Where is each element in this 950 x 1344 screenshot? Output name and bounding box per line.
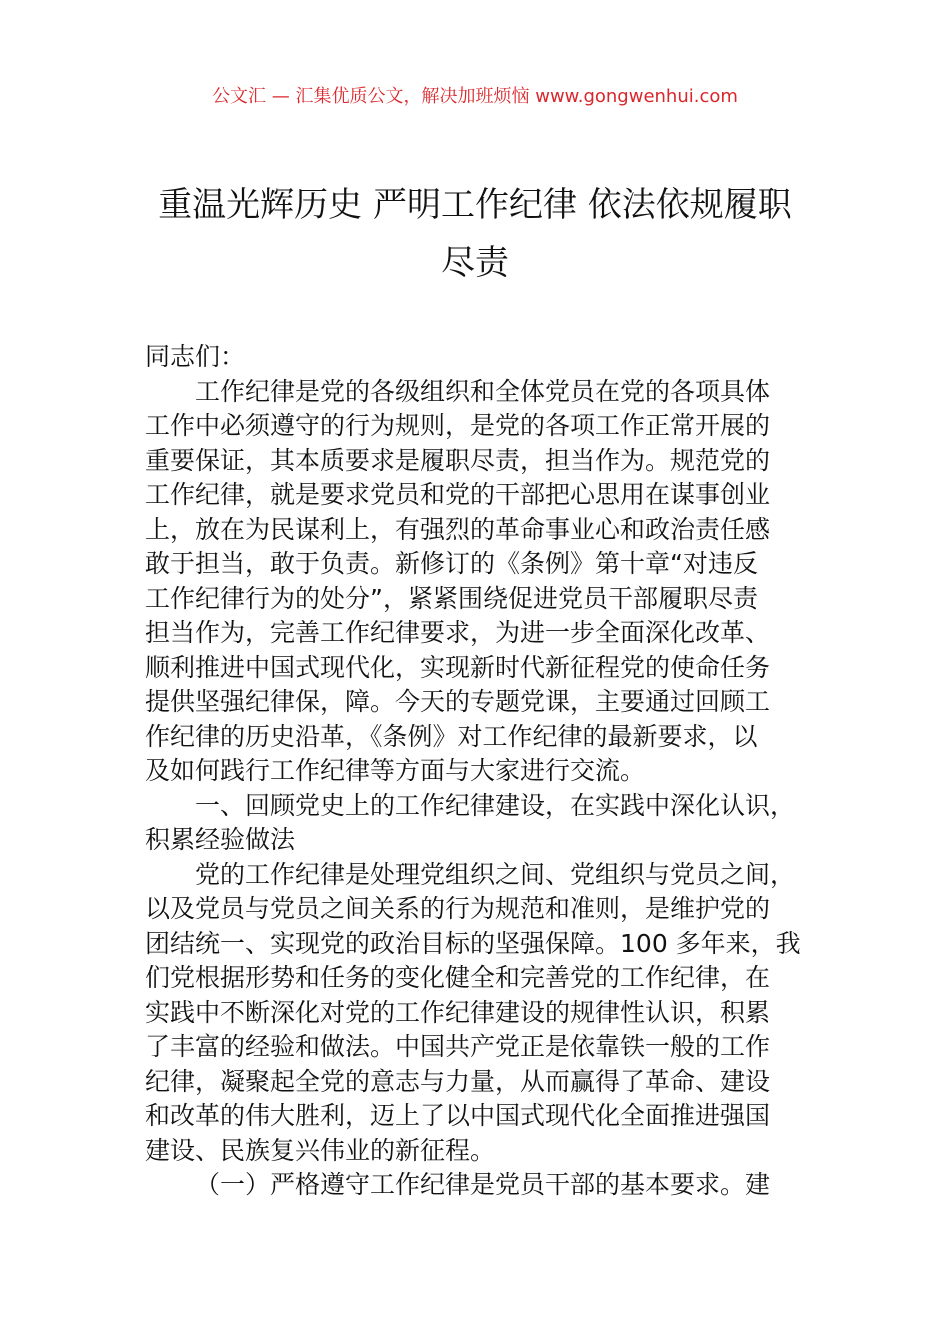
body-line: 建设、民族复兴伟业的新征程。 — [145, 1135, 496, 1165]
body-line: 敢于担当，敢于负责。新修订的《条例》第十章“对违反 — [145, 549, 758, 578]
document-body — [145, 340, 810, 1203]
body-line: 重要保证，其本质要求是履职尽责，担当作为。规范党的 — [145, 445, 771, 475]
body-line: 工作纪律，就是要求党员和党的干部把心思用在谋事创业 — [145, 480, 771, 509]
section-heading-cont: 积累经验做法 — [145, 825, 296, 854]
body-line: 了丰富的经验和做法。中国共产党正是依靠铁一般的工作 — [145, 1032, 771, 1061]
body-line: 提供坚强纪律保，障。今天的专题党课，主要通过回顾工 — [145, 687, 771, 716]
body-line: 纪律，凝聚起全党的意志与力量，从而赢得了革命、建设 — [145, 1066, 771, 1096]
title-line-1: 重温光辉历史 严明工作纪律 依法依规履职 — [158, 185, 792, 225]
body-line: 作纪律的历史沿革，《条例》对工作纪律的最新要求，以 — [145, 721, 758, 751]
body-line: 以及党员与党员之间关系的行为规范和准则，是维护党的 — [145, 894, 771, 923]
body-line: 工作纪律行为的处分”，紧紧围绕促进党员干部履职尽责 — [145, 583, 758, 613]
body-line: 党的工作纪律是处理党组织之间、党组织与党员之间， — [195, 859, 796, 889]
body-line: 上，放在为民谋利上，有强烈的革命事业心和政治责任感 — [145, 514, 771, 544]
section-heading: 一、回顾党史上的工作纪律建设，在实践中深化认识， — [195, 790, 796, 820]
site-watermark-header: 公文汇 — 汇集优质公文，解决加班烦恼 www.gongwenhui.com — [212, 86, 738, 107]
body-line: 实践中不断深化对党的工作纪律建设的规律性认识，积累 — [145, 997, 771, 1027]
body-line: 担当作为，完善工作纪律要求，为进一步全面深化改革、 — [145, 618, 771, 647]
subsection-heading: （一）严格遵守工作纪律是党员干部的基本要求。建 — [195, 1170, 771, 1199]
body-line: 们党根据形势和任务的变化健全和完善党的工作纪律，在 — [145, 963, 771, 992]
body-line: 团结统一、实现党的政治目标的坚强保障。100 多年来，我 — [145, 928, 801, 958]
salutation: 同志们： — [145, 342, 246, 371]
body-line: 工作纪律是党的各级组织和全体党员在党的各项具体 — [195, 376, 771, 406]
body-line: 及如何践行工作纪律等方面与大家进行交流。 — [145, 756, 646, 785]
body-line: 和改革的伟大胜利，迈上了以中国式现代化全面推进强国 — [145, 1101, 771, 1130]
title-line-2: 尽责 — [441, 243, 509, 283]
document-title — [80, 176, 870, 292]
body-line: 工作中必须遵守的行为规则，是党的各项工作正常开展的 — [145, 411, 771, 440]
body-line: 顺利推进中国式现代化，实现新时代新征程党的使命任务 — [145, 652, 771, 682]
